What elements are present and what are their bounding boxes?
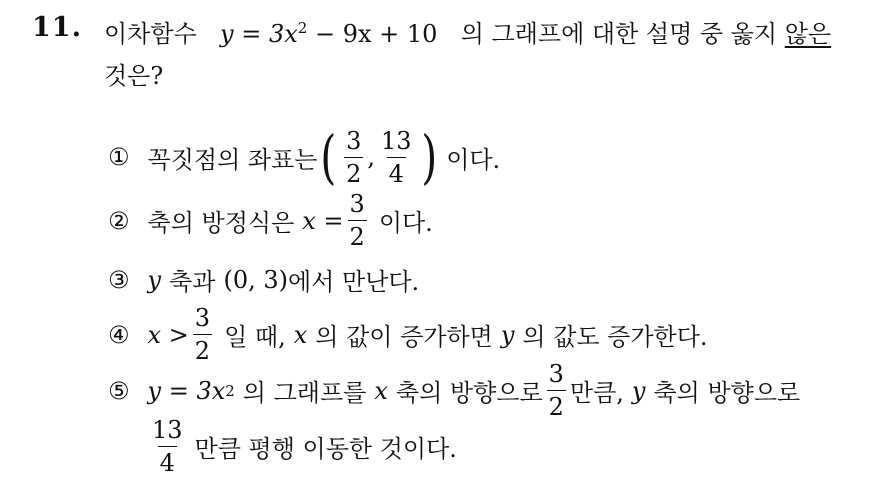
function-exponent: 2 [297, 19, 308, 37]
question-stem-line1: 이차함수 $y = 3x^2 - 9x + 10$ 의 그래프에 대한 설명 중 옳지 않은 [104, 19, 832, 48]
choice-3-marker: ③ [108, 265, 130, 294]
choice-4-math-a: x > [147, 320, 189, 349]
choice-5-math-b: x [374, 376, 388, 405]
question-stem-line2: 것은? [104, 62, 164, 90]
comma: , [367, 143, 375, 171]
fraction-3-over-2: $\frac{3}{2}$ [349, 190, 365, 251]
choice-4-math-c: y [500, 320, 515, 349]
choice-3[interactable] [108, 262, 419, 297]
choice-2-marker: ② [108, 206, 130, 235]
choice-4-math-b: x [293, 320, 308, 349]
choice-5-text-b: 축의 방향으로 [395, 379, 543, 407]
choice-1-text-b: 이다. [446, 145, 501, 174]
choice-2-text-b: 이다. [378, 209, 433, 237]
choice-5-text-c: 만큼, [569, 379, 624, 407]
function-rest: − 9x + 10 [314, 20, 438, 48]
fraction-3-over-2: $\frac{3}{2}$ [194, 304, 211, 365]
choice-3-point: (0, 3) [223, 265, 288, 294]
choice-4-text-a: 일 때, [224, 323, 286, 351]
stem-prefix: 이차함수 [104, 20, 197, 48]
choice-3-text-b: 에서 만난다. [287, 268, 420, 296]
function-lhs: y [220, 20, 234, 48]
choice-5-text-a: 의 그래프를 [242, 379, 367, 407]
choice-1-marker: ① [108, 143, 130, 171]
choice-5-math-a: y = 3x [147, 376, 226, 405]
choice-1[interactable] [108, 123, 501, 191]
stem-middle: 의 그래프에 대한 설명 중 옳지 [460, 20, 778, 48]
choice-4[interactable] [108, 306, 708, 363]
choice-2-text-a: 축의 방정식은 [147, 209, 295, 237]
function-term-a: 3x [268, 20, 298, 48]
choice-3-math-y: y [147, 265, 162, 294]
choice-2[interactable] [108, 192, 433, 249]
choice-4-marker: ④ [108, 320, 130, 349]
fraction-3-over-2: $\frac{3}{2}$ [346, 126, 362, 188]
choice-1-text-a: 꼭짓점의 좌표는 [147, 145, 318, 174]
right-paren: ) [420, 123, 437, 191]
choice-2-math: x = [302, 206, 344, 235]
choice-3-text-a: 축과 [169, 268, 216, 296]
choice-5-continuation [146, 418, 457, 475]
choice-5-text-e: 만큼 평행 이동한 것이다. [194, 435, 457, 463]
choice-4-text-c: 의 값도 증가한다. [522, 323, 708, 351]
question-number: 11. [32, 12, 82, 43]
left-paren: ( [320, 123, 337, 191]
choice-5-marker: ⑤ [108, 376, 130, 405]
fraction-13-over-4: $\frac{13}{4}$ [152, 416, 183, 477]
stem-underlined-word: 않은 [784, 20, 832, 48]
choice-5-math-c: y [631, 376, 646, 405]
choice-4-text-b: 의 값이 증가하면 [315, 323, 493, 351]
choice-5[interactable] [108, 362, 800, 419]
choice-5-text-d: 축의 방향으로 [653, 379, 801, 407]
fraction-3-over-2: $\frac{3}{2}$ [548, 360, 564, 421]
choice-5-exponent: 2 [225, 381, 235, 400]
fraction-13-over-4: $\frac{13}{4}$ [381, 126, 412, 188]
